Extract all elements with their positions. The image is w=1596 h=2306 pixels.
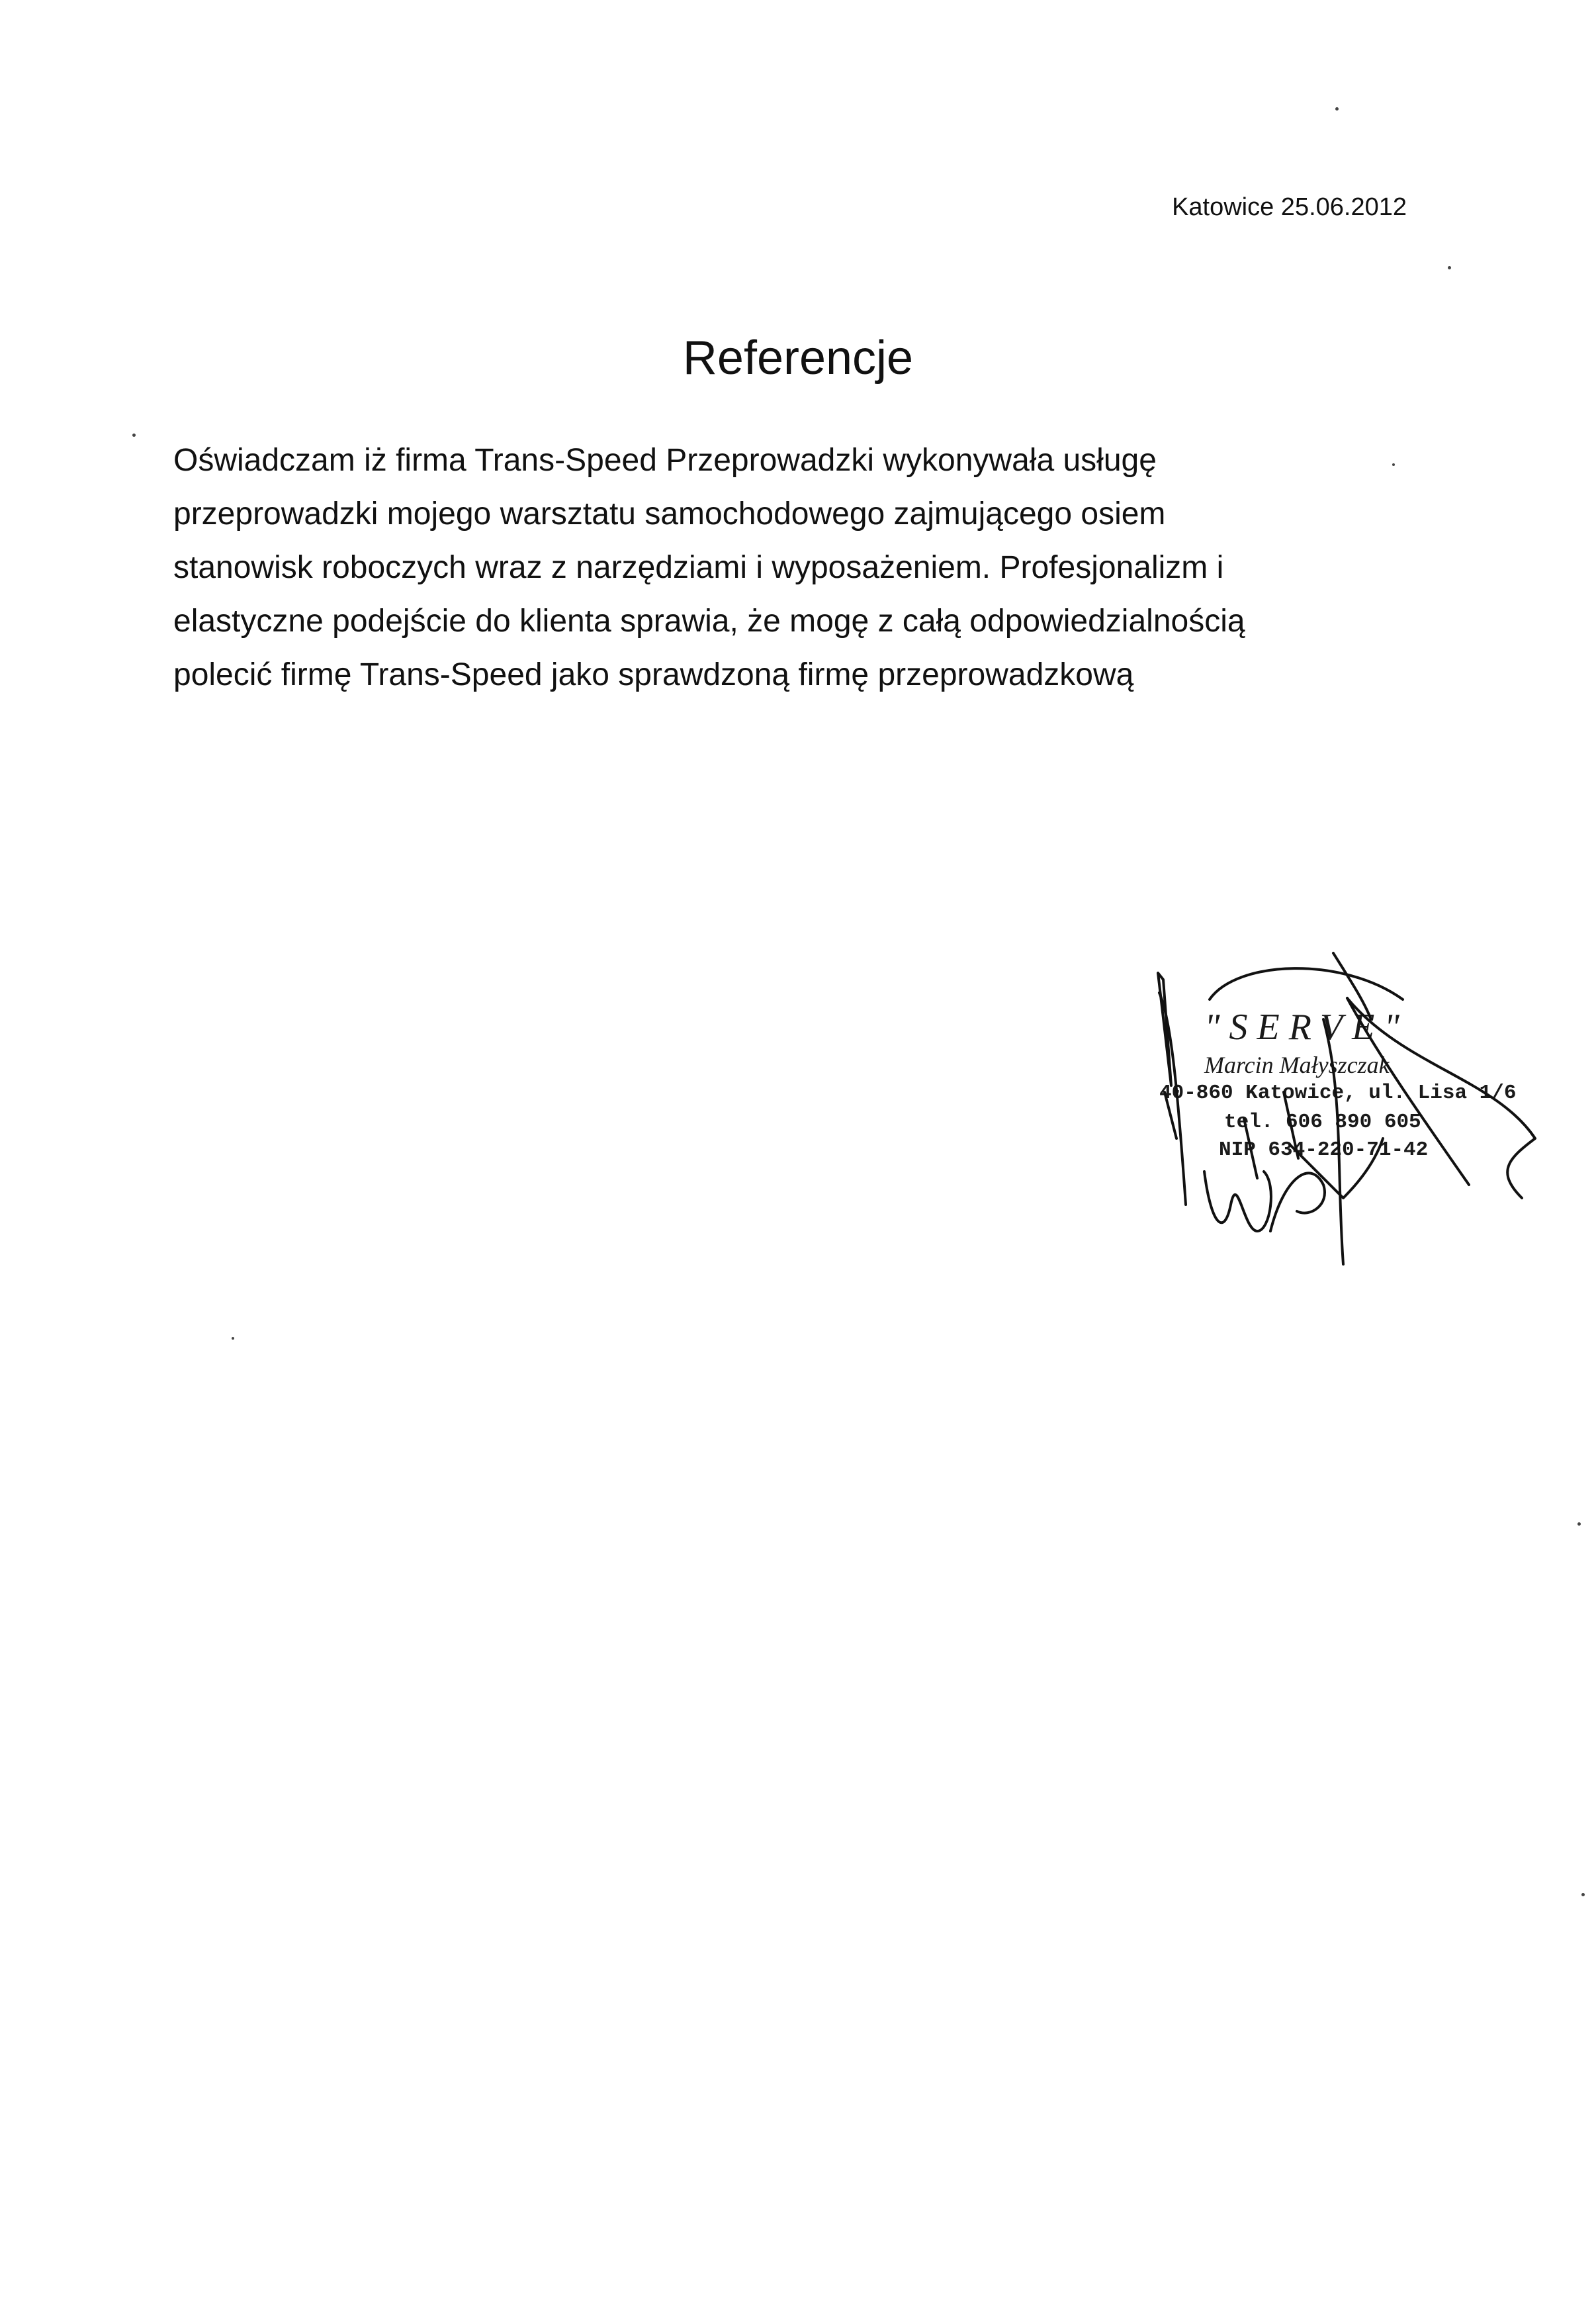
scan-speck	[1577, 1522, 1581, 1526]
document-title: Referencje	[682, 332, 914, 385]
stamp-address: 40-860 Katowice, ul. Lisa 1/6	[1159, 1082, 1517, 1105]
body-line: przeprowadzki mojego warsztatu samochodowego zajmującego osiem	[173, 496, 1166, 531]
scan-speck	[132, 434, 136, 437]
body-line: Oświadczam iż firma Trans-Speed Przeprowadzki wykonywała usługę	[173, 443, 1157, 478]
scan-speck	[1448, 266, 1451, 269]
body-line: elastyczne podejście do klienta sprawia, że mogę z całą odpowiedzialnością	[173, 604, 1245, 639]
body-line: polecić firmę Trans-Speed jako sprawdzoną firmę przeprowadzkową	[173, 657, 1134, 692]
company-stamp	[1125, 920, 1548, 1291]
stamp-owner-name: Marcin Małyszczak	[1204, 1052, 1390, 1078]
stamp-phone: tel. 606 890 605	[1224, 1111, 1421, 1134]
stamp-company-name: "SERVE"	[1204, 1007, 1409, 1048]
handwritten-signature	[1125, 920, 1548, 1291]
document-body	[173, 434, 1431, 702]
place-date: Katowice 25.06.2012	[1172, 193, 1407, 221]
scan-speck	[1581, 1893, 1585, 1896]
scan-speck	[232, 1337, 234, 1340]
stamp-nip: NIP 634-220-71-42	[1219, 1138, 1429, 1162]
scan-speck	[1335, 107, 1339, 111]
scan-speck	[1392, 463, 1395, 466]
body-line: stanowisk roboczych wraz z narzędziami i wyposażeniem. Profesjonalizm i	[173, 550, 1224, 585]
